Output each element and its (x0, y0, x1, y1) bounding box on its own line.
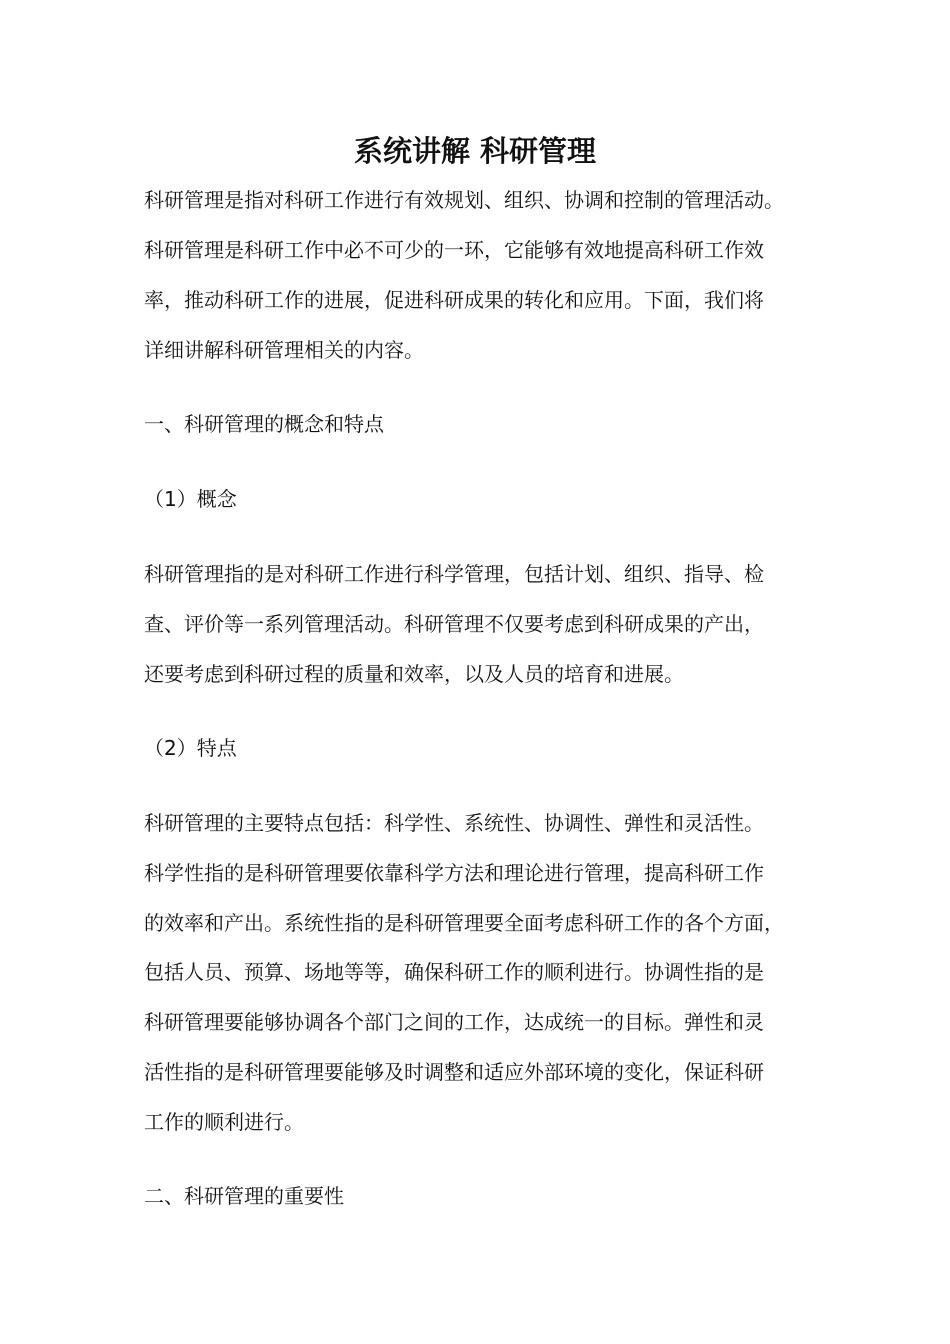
section-heading-1: 一、科研管理的概念和特点 (144, 412, 384, 436)
features-line-5: 科研管理要能够协调各个部门之间的工作，达成统一的目标。弹性和灵 (144, 1010, 764, 1034)
concept-line-1: 科研管理指的是对科研工作进行科学管理，包括计划、组织、指导、检 (144, 562, 764, 586)
features-line-7: 工作的顺利进行。 (144, 1110, 304, 1134)
intro-line-1: 科研管理是指对科研工作进行有效规划、组织、协调和控制的管理活动。 (144, 188, 784, 212)
features-line-4: 包括人员、预算、场地等等，确保科研工作的顺利进行。协调性指的是 (144, 960, 764, 984)
subheading-concept: （1）概念 (144, 487, 237, 511)
intro-line-4: 详细讲解科研管理相关的内容。 (144, 338, 424, 362)
features-line-1: 科研管理的主要特点包括：科学性、系统性、协调性、弹性和灵活性。 (144, 811, 764, 835)
subheading-features: （2）特点 (144, 736, 237, 760)
features-line-3: 的效率和产出。系统性指的是科研管理要全面考虑科研工作的各个方面， (144, 911, 784, 935)
features-line-6: 活性指的是科研管理要能够及时调整和适应外部环境的变化，保证科研 (144, 1060, 764, 1084)
intro-line-3: 率，推动科研工作的进展，促进科研成果的转化和应用。下面，我们将 (144, 288, 764, 312)
features-line-2: 科学性指的是科研管理要依靠科学方法和理论进行管理，提高科研工作 (144, 861, 764, 885)
intro-line-2: 科研管理是科研工作中必不可少的一环，它能够有效地提高科研工作效 (144, 238, 764, 262)
section-heading-2: 二、科研管理的重要性 (144, 1184, 344, 1208)
concept-line-2: 查、评价等一系列管理活动。科研管理不仅要考虑到科研成果的产出， (144, 612, 764, 636)
concept-line-3: 还要考虑到科研过程的质量和效率，以及人员的培育和进展。 (144, 662, 684, 686)
document-title: 系统讲解 科研管理 (353, 134, 597, 168)
